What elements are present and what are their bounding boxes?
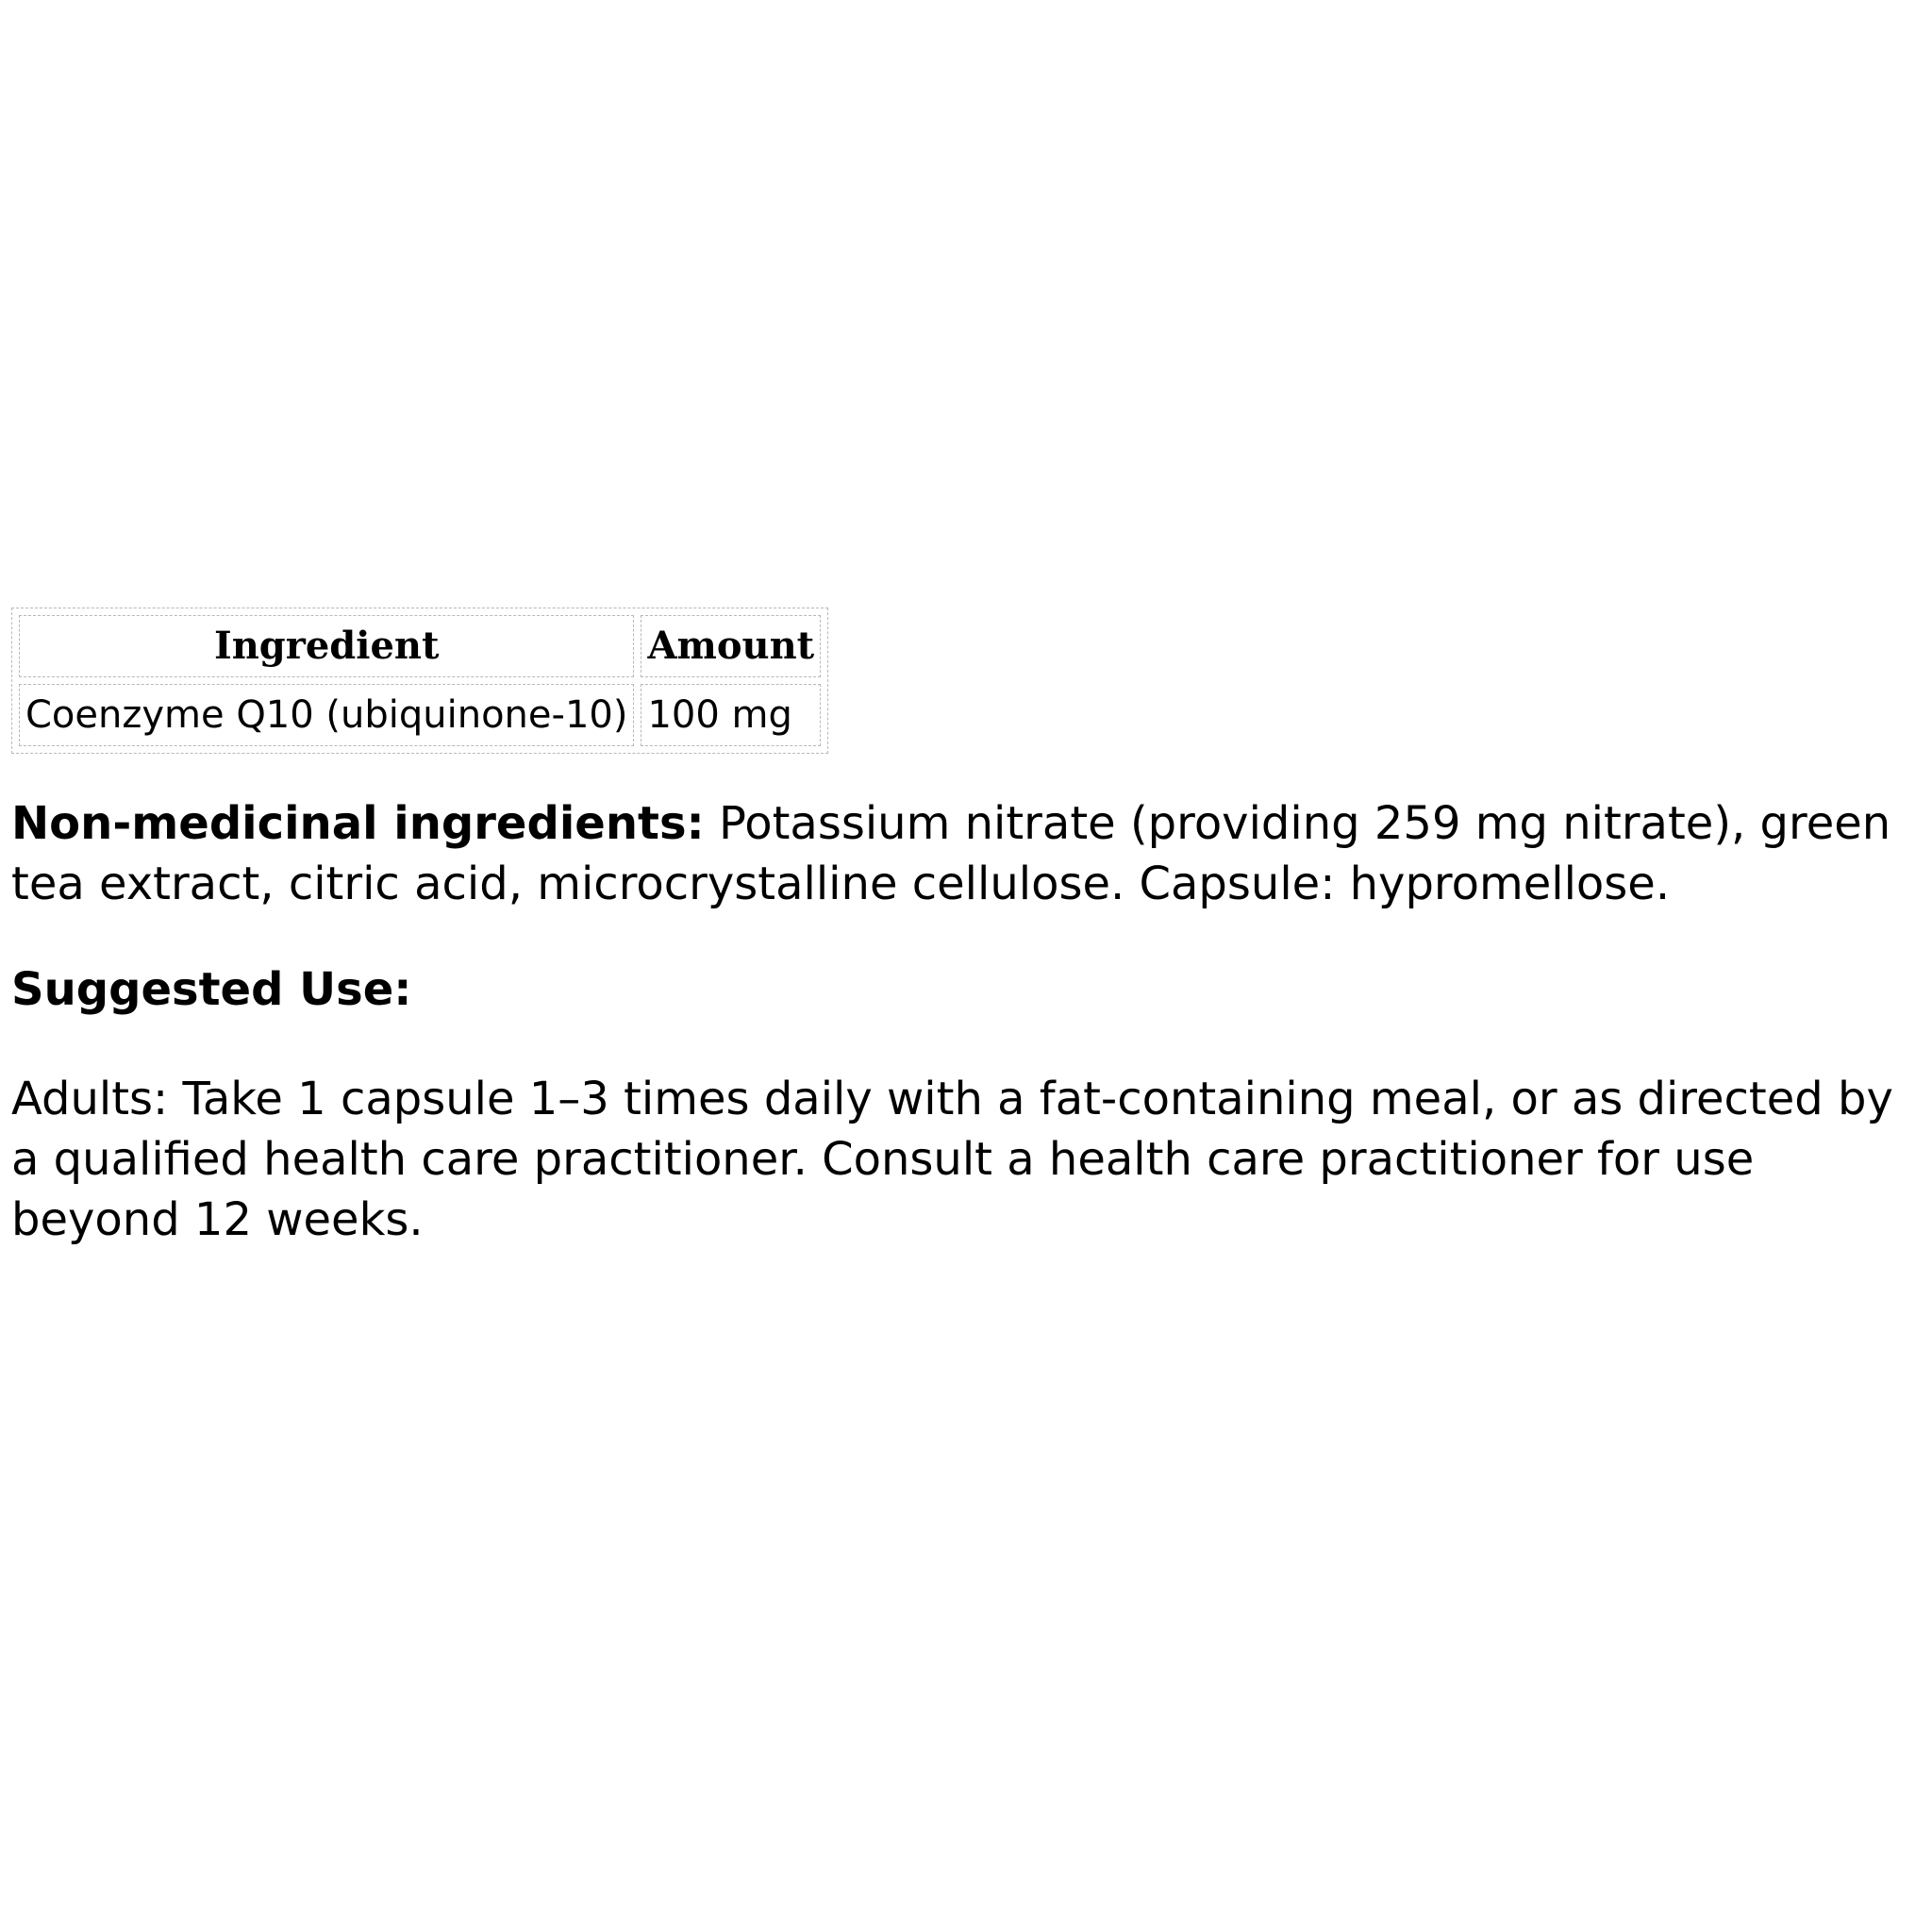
ingredients-table [11, 608, 828, 754]
non-medicinal-text: Potassium nitrate (providing 259 mg nitrate), green tea extract, citric acid, microcrystalline cellulose. Capsule: hypromellose. [11, 797, 1891, 910]
document-content [11, 608, 1921, 1250]
ingredient-cell: Coenzyme Q10 (ubiquinone-10) [19, 684, 634, 746]
amount-cell: 100 mg [641, 684, 821, 746]
suggested-use-heading: Suggested Use: [11, 963, 412, 1016]
table-row [19, 684, 821, 746]
ingredient-column-header: Ingredient [19, 615, 634, 677]
table-header-row [19, 615, 821, 677]
non-medicinal-ingredients [11, 793, 1921, 914]
non-medicinal-label: Non-medicinal ingredients: [11, 797, 705, 850]
suggested-use-text: Adults: Take 1 capsule 1–3 times daily with a fat-containing meal, or as directed by a qualified health care practitioner. Consult a health care practitioner for use beyond 12 weeks. [11, 1073, 1893, 1246]
amount-column-header: Amount [641, 615, 821, 677]
